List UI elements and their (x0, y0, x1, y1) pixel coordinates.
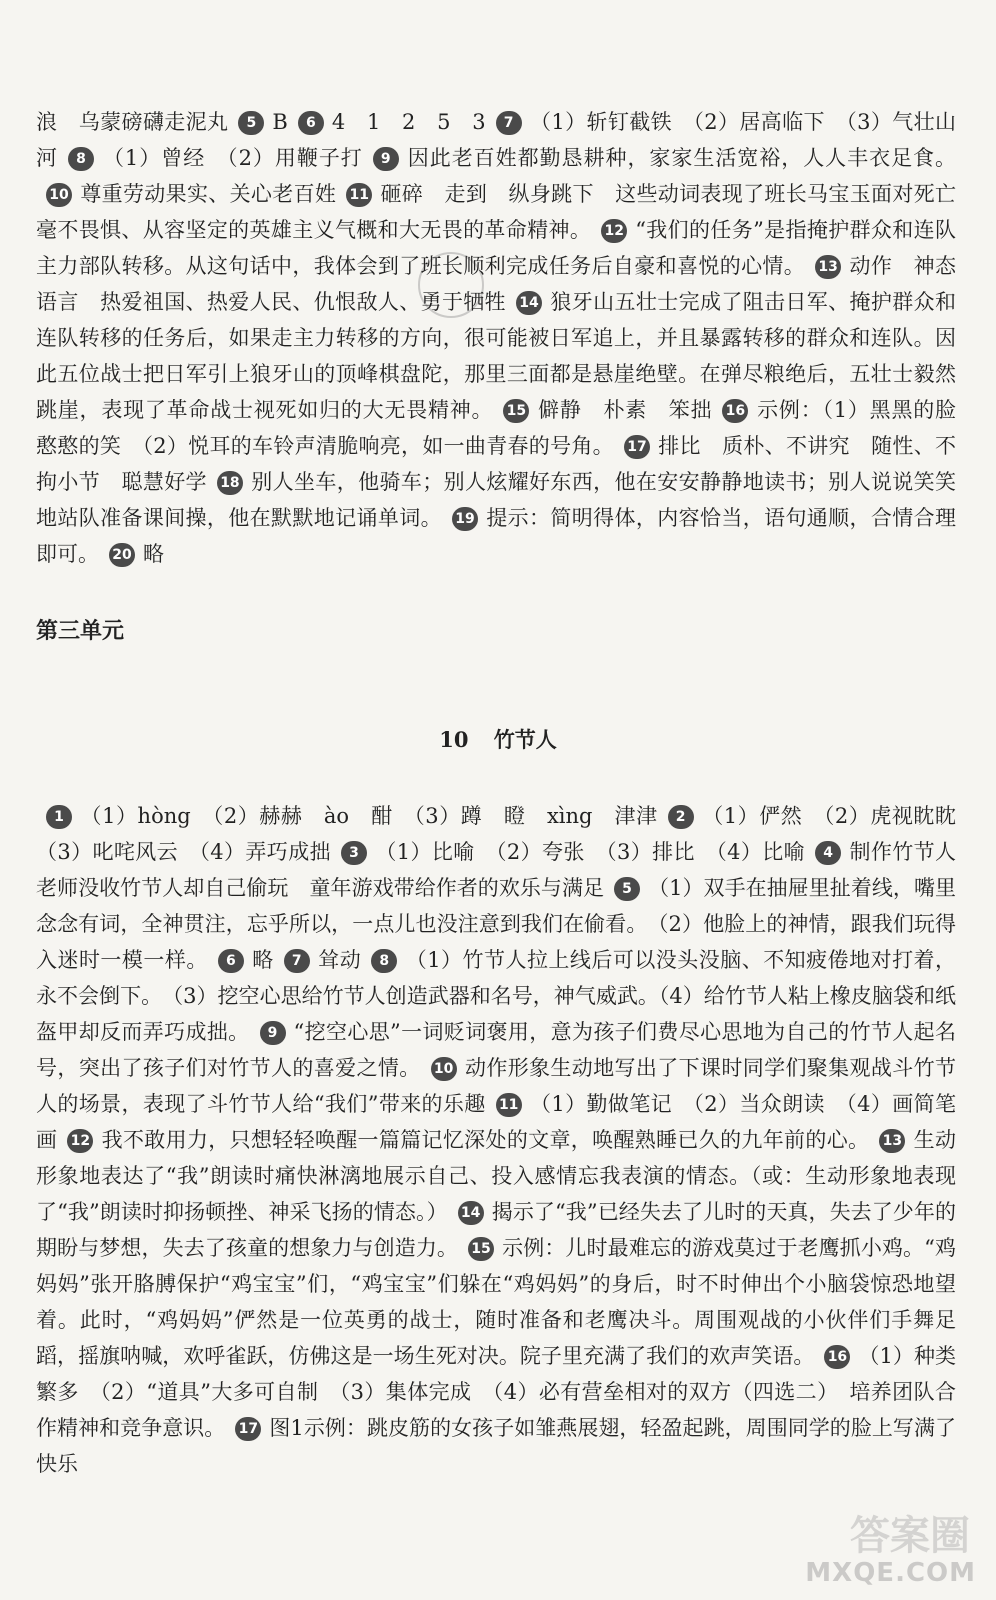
question-number-badge: 7 (284, 949, 310, 973)
question-number-badge: 1 (46, 805, 72, 829)
answer-text: （1）比喻 （2）夸张 （3）排比 （4）比喻 (374, 840, 806, 864)
answer-text: “挖空心思”一词贬词褒用，意为孩子们费尽心思地为自己的竹节人起名号，突出了孩子们对竹节人的喜爱之情。 (36, 1020, 956, 1080)
question-number-badge: 17 (235, 1417, 261, 1441)
question-number-badge: 13 (879, 1129, 905, 1153)
answer-text: 示例：儿时最难忘的游戏莫过于老鹰抓小鸡。“鸡妈妈”张开胳膊保护“鸡宝宝”们，“鸡宝宝”们躲在“鸡妈妈”的身后，时不时伸出个小脑袋惊恐地望着。此时，“鸡妈妈”俨然是一位英勇的战士，随时准备和老鹰决斗。周围观战的小伙伴们手舞足蹈，摇旗呐喊，欢呼雀跃，仿佛这是一场生死对决。院子里充满了我们的欢声笑语。 (36, 1236, 956, 1368)
answer-text: 砸碎 走到 纵身跳下 这些动词表现了班长马宝玉面对死亡毫不畏惧、从容坚定的英雄主义气概和大无畏的革命精神。 (36, 182, 957, 242)
answer-text: 提示：简明得体，内容恰当，语句通顺，合情合理即可。 (36, 506, 957, 566)
lesson-number: 10 (439, 727, 469, 752)
answers-section-2 (36, 798, 977, 1482)
lesson-name: 竹节人 (493, 727, 557, 752)
question-number-badge: 8 (68, 147, 94, 171)
answer-text: （1）hòng （2）赫赫 ào 酣 （3）蹲 瞪 xìng 津津 (80, 804, 658, 828)
question-number-badge: 12 (601, 219, 627, 243)
question-number-badge: 9 (260, 1021, 286, 1045)
answer-text: 制作竹节人 老师没收竹节人却自己偷玩 童年游戏带给作者的欢乐与满足 (36, 840, 977, 900)
answer-text: （1）竹节人拉上线后可以没头没脑、不知疲倦地对打着，永不会倒下。 （3）挖空心思给竹节人创造武器和名号，神气威武。（4）给竹节人粘上橡皮脑袋和纸盔甲却反而弄巧成拙。 (36, 948, 957, 1044)
answer-text: B (272, 110, 288, 134)
question-number-badge: 14 (516, 291, 542, 315)
question-number-badge: 15 (503, 399, 529, 423)
question-number-badge: 10 (431, 1057, 457, 1081)
answer-text: 因此老百姓都勤恳耕种，家家生活宽裕，人人丰衣足食。 (406, 146, 957, 170)
answer-text: 生动形象地表达了“我”朗读时痛快淋漓地展示自己、投入感情忘我表演的情态。（或：生动形象地表现了“我”朗读时抑扬顿挫、神采飞扬的情态。） (36, 1128, 957, 1224)
question-number-badge: 12 (67, 1129, 93, 1153)
answer-text: （1）曾经 （2）用鞭子打 (101, 146, 363, 170)
answer-text: 4 1 2 5 3 (331, 110, 486, 134)
question-number-badge: 11 (346, 183, 372, 207)
question-number-badge: 6 (218, 949, 244, 973)
question-number-badge: 5 (238, 111, 264, 135)
answer-text: 图1示例：跳皮筋的女孩子如雏燕展翅，轻盈起跳，周围同学的脸上写满了快乐 (36, 1416, 957, 1476)
answer-text: （1）双手在抽屉里扯着线，嘴里念念有词，全神贯注，忘乎所以，一点儿也没注意到我们在偷看。 （2）他脸上的神情，跟我们玩得入迷时一模一样。 (36, 876, 956, 972)
answer-text: 动作形象生动地写出了下课时同学们聚集观战斗竹节人的场景，表现了斗竹节人给“我们”带来的乐趣 (36, 1056, 957, 1116)
question-number-badge: 20 (109, 543, 135, 567)
question-number-badge: 16 (722, 399, 748, 423)
site-watermark (792, 1504, 982, 1590)
question-number-badge: 8 (371, 949, 397, 973)
answer-text: （1）俨然 （2）虎视眈眈 （3）叱咤风云 （4）弄巧成拙 (36, 804, 977, 864)
question-number-badge: 6 (298, 111, 324, 135)
answer-text: 动作 神态 语言 热爱祖国、热爱人民、仇恨敌人、勇于牺牲 (36, 254, 978, 314)
answer-text: 揭示了“我”已经失去了儿时的天真，失去了少年的期盼与梦想，失去了孩童的想象力与创造力。 (36, 1200, 956, 1260)
question-number-badge: 7 (496, 111, 522, 135)
answer-text: （1）勤做笔记 （2）当众朗读 （4）画简笔画 (36, 1092, 956, 1152)
lesson-title (0, 724, 996, 754)
answer-text: 略 (143, 542, 164, 566)
answer-text: 尊重劳动果实、关心老百姓 (80, 182, 337, 206)
question-number-badge: 10 (46, 183, 72, 207)
question-number-badge: 15 (468, 1237, 494, 1261)
question-number-badge: 4 (815, 841, 841, 865)
watermark-logo-icon: 答案圈 (850, 1513, 970, 1559)
answer-text: 浪 乌蒙磅礴走泥丸 (36, 110, 229, 134)
answer-text: 狼牙山五壮士完成了阻击日军、掩护群众和连队转移的任务后，如果走主力转移的方向，很可能被日军追上，并且暴露转移的群众和连队。因此五位战士把日军引上狼牙山的顶峰棋盘陀，那里三面都是悬崖绝壁。在弹尽粮绝后，五壮士毅然跳崖，表现了革命战士视死如归的大无畏精神。 (36, 290, 956, 422)
answers-section-1 (36, 104, 978, 572)
answer-text: （1）斩钉截铁 （2）居高临下 （3）气壮山河 (36, 110, 956, 170)
answer-text: 我不敢用力，只想轻轻唤醒一篇篇记忆深处的文章，唤醒熟睡已久的九年前的心。 (101, 1128, 870, 1152)
answer-text: （1）种类繁多 （2）“道具”大多可自制 （3）集体完成 （4）必有营垒相对的双方（四选二） 培养团队合作精神和竞争意识。 (36, 1344, 956, 1440)
answer-text: 示例：（1）黑黑的脸 憨憨的笑 （2）悦耳的车铃声清脆响亮，如一曲青春的号角。 (36, 398, 978, 458)
answer-text: 别人坐车，他骑车；别人炫耀好东西，他在安安静静地读书；别人说说笑笑地站队准备课间操，他在默默地记诵单词。 (36, 470, 957, 530)
question-number-badge: 2 (668, 805, 694, 829)
question-number-badge: 13 (815, 255, 841, 279)
answer-text: 僻静 朴素 笨拙 (537, 398, 713, 422)
answer-text: 耸动 (317, 948, 362, 972)
unit-heading: 第三单元 (36, 619, 125, 644)
question-number-badge: 17 (624, 435, 650, 459)
question-number-badge: 14 (458, 1201, 484, 1225)
answer-text: 排比 质朴、不讲究 随性、不拘小节 聪慧好学 (36, 434, 956, 494)
watermark-text: MXQE.COM (805, 1558, 976, 1588)
question-number-badge: 18 (217, 471, 243, 495)
question-number-badge: 5 (614, 877, 640, 901)
question-number-badge: 3 (341, 841, 367, 865)
question-number-badge: 16 (824, 1345, 850, 1369)
answer-text: “我们的任务”是指掩护群众和连队主力部队转移。从这句话中，我体会到了班长顺利完成任务后自豪和喜悦的心情。 (36, 218, 956, 278)
question-number-badge: 11 (496, 1093, 522, 1117)
question-number-badge: 19 (452, 507, 478, 531)
answer-text: 略 (251, 948, 274, 972)
question-number-badge: 9 (373, 147, 399, 171)
